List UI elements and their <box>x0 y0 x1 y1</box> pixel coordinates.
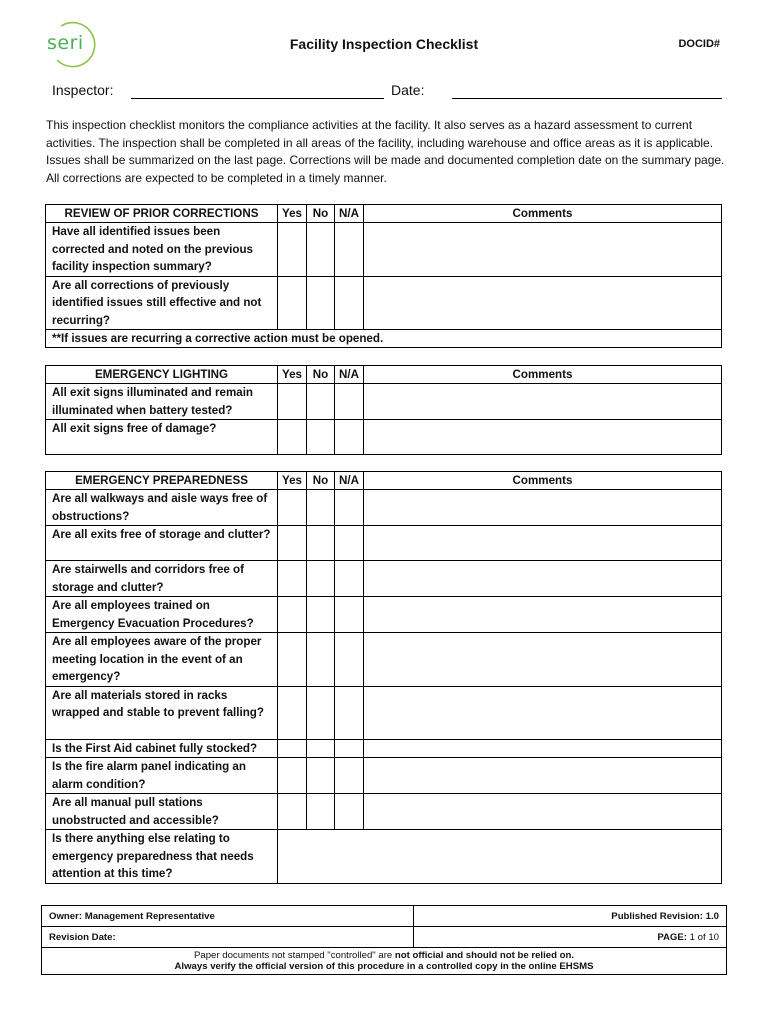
yes-cell[interactable] <box>278 276 307 330</box>
no-cell[interactable] <box>307 526 335 561</box>
emergency-lighting-table <box>45 365 722 455</box>
notice-line-2: Always verify the official version of this procedure in a controlled copy in the online EHSMS <box>174 961 594 972</box>
comments-cell[interactable] <box>363 597 721 633</box>
table-row <box>46 223 722 277</box>
comments-cell[interactable] <box>363 758 721 794</box>
na-cell[interactable] <box>335 490 364 526</box>
col-na: N/A <box>335 366 364 384</box>
section-title: EMERGENCY PREPAREDNESS <box>46 472 278 490</box>
table-header-row <box>46 472 722 490</box>
table-row <box>46 561 722 597</box>
no-cell[interactable] <box>307 686 335 739</box>
question: Are all employees aware of the proper meeting location in the event of an emergency? <box>46 633 278 687</box>
na-cell[interactable] <box>335 420 364 455</box>
table-header-row <box>46 205 722 223</box>
no-cell[interactable] <box>307 276 335 330</box>
table-row <box>46 686 722 739</box>
comments-cell[interactable] <box>363 561 721 597</box>
table-row <box>46 794 722 830</box>
na-cell[interactable] <box>335 758 364 794</box>
yes-cell[interactable] <box>278 223 307 277</box>
no-cell[interactable] <box>307 794 335 830</box>
table-header-row <box>46 366 722 384</box>
no-cell[interactable] <box>307 758 335 794</box>
table-row <box>46 830 722 884</box>
question: Are all walkways and aisle ways free of obstructions? <box>46 490 278 526</box>
col-no: No <box>307 472 335 490</box>
question: Is the fire alarm panel indicating an alarm condition? <box>46 758 278 794</box>
page-indicator <box>414 927 727 948</box>
footer-row <box>42 906 727 927</box>
no-cell[interactable] <box>307 420 335 455</box>
comments-cell[interactable] <box>363 686 721 739</box>
docid-label: DOCID# <box>678 38 720 50</box>
question: Are all employees trained on Emergency Evacuation Procedures? <box>46 597 278 633</box>
comments-cell[interactable] <box>363 276 721 330</box>
col-yes: Yes <box>278 472 307 490</box>
no-cell[interactable] <box>307 633 335 687</box>
comments-cell[interactable] <box>363 223 721 277</box>
col-comments: Comments <box>363 205 721 223</box>
col-na: N/A <box>335 205 364 223</box>
comments-cell[interactable] <box>363 633 721 687</box>
comments-cell[interactable] <box>363 420 721 455</box>
col-comments: Comments <box>363 472 721 490</box>
comments-cell[interactable] <box>363 384 721 420</box>
document-footer <box>41 905 727 975</box>
response-cell[interactable] <box>278 830 722 884</box>
yes-cell[interactable] <box>278 420 307 455</box>
footer-row <box>42 927 727 948</box>
question: Have all identified issues been corrected and noted on the previous facility inspection summary? <box>46 223 278 277</box>
note-row <box>46 330 722 348</box>
inspector-field[interactable] <box>131 98 384 99</box>
table-row <box>46 420 722 455</box>
na-cell[interactable] <box>335 223 364 277</box>
document-title: Facility Inspection Checklist <box>289 36 479 52</box>
na-cell[interactable] <box>335 526 364 561</box>
table-row <box>46 526 722 561</box>
col-yes: Yes <box>278 205 307 223</box>
no-cell[interactable] <box>307 223 335 277</box>
yes-cell[interactable] <box>278 739 307 758</box>
comments-cell[interactable] <box>363 739 721 758</box>
yes-cell[interactable] <box>278 490 307 526</box>
na-cell[interactable] <box>335 739 364 758</box>
table-row <box>46 490 722 526</box>
date-field[interactable] <box>452 98 722 99</box>
published-revision-text: Published Revision: 1.0 <box>414 906 727 927</box>
logo-text: seri <box>47 32 84 54</box>
col-comments: Comments <box>363 366 721 384</box>
review-prior-corrections-table <box>45 204 722 348</box>
na-cell[interactable] <box>335 276 364 330</box>
question: Are all corrections of previously identified issues still effective and not recurring? <box>46 276 278 330</box>
yes-cell[interactable] <box>278 633 307 687</box>
controlled-copy-notice <box>42 948 727 975</box>
yes-cell[interactable] <box>278 794 307 830</box>
emergency-preparedness-table <box>45 471 722 884</box>
yes-cell[interactable] <box>278 561 307 597</box>
no-cell[interactable] <box>307 490 335 526</box>
revision-date-label: Revision Date: <box>42 927 414 948</box>
question: Is there anything else relating to emergency preparedness that needs attention at this time? <box>46 830 278 884</box>
question: Is the First Aid cabinet fully stocked? <box>46 739 278 758</box>
date-label: Date: <box>391 82 425 98</box>
section-title: REVIEW OF PRIOR CORRECTIONS <box>46 205 278 223</box>
question: Are all manual pull stations unobstructed and accessible? <box>46 794 278 830</box>
footer-row <box>42 948 727 975</box>
table-row <box>46 633 722 687</box>
col-no: No <box>307 205 335 223</box>
recurring-issues-note: **If issues are recurring a corrective action must be opened. <box>46 330 722 348</box>
table-row <box>46 384 722 420</box>
yes-cell[interactable] <box>278 526 307 561</box>
na-cell[interactable] <box>335 384 364 420</box>
page-value: 1 of 10 <box>689 931 719 943</box>
na-cell[interactable] <box>335 633 364 687</box>
yes-cell[interactable] <box>278 384 307 420</box>
notice-bold-text: not official and should not be relied on. <box>394 950 575 961</box>
na-cell[interactable] <box>335 686 364 739</box>
comments-cell[interactable] <box>363 526 721 561</box>
no-cell[interactable] <box>307 561 335 597</box>
notice-text: Paper documents not stamped "controlled" are <box>193 950 395 961</box>
na-cell[interactable] <box>335 794 364 830</box>
no-cell[interactable] <box>307 597 335 633</box>
na-cell[interactable] <box>335 597 364 633</box>
question: Are stairwells and corridors free of storage and clutter? <box>46 561 278 597</box>
question: All exit signs free of damage? <box>46 420 278 455</box>
table-row <box>46 597 722 633</box>
owner-text: Owner: Management Representative <box>42 906 414 927</box>
no-cell[interactable] <box>307 739 335 758</box>
col-no: No <box>307 366 335 384</box>
intro-paragraph: This inspection checklist monitors the compliance activities at the facility. It also serves as a hazard assessment to current activities. The inspection shall be completed in all areas of the facility, including warehouse and office areas as it is applicable. Issues shall be summarized on the last page. Corrections will be made and documented completion date on the summary page. All corrections are expected to be completed in a timely manner. <box>46 118 725 185</box>
question: All exit signs illuminated and remain illuminated when battery tested? <box>46 384 278 420</box>
na-cell[interactable] <box>335 561 364 597</box>
col-yes: Yes <box>278 366 307 384</box>
table-row <box>46 758 722 794</box>
table-row <box>46 276 722 330</box>
section-title: EMERGENCY LIGHTING <box>46 366 278 384</box>
yes-cell[interactable] <box>278 686 307 739</box>
yes-cell[interactable] <box>278 758 307 794</box>
col-na: N/A <box>335 472 364 490</box>
question: Are all materials stored in racks wrapped and stable to prevent falling? <box>46 686 278 739</box>
yes-cell[interactable] <box>278 597 307 633</box>
comments-cell[interactable] <box>363 794 721 830</box>
question: Are all exits free of storage and clutter? <box>46 526 278 561</box>
comments-cell[interactable] <box>363 490 721 526</box>
inspector-label: Inspector: <box>52 82 114 98</box>
page-label: PAGE: <box>657 931 687 943</box>
table-row <box>46 739 722 758</box>
no-cell[interactable] <box>307 384 335 420</box>
